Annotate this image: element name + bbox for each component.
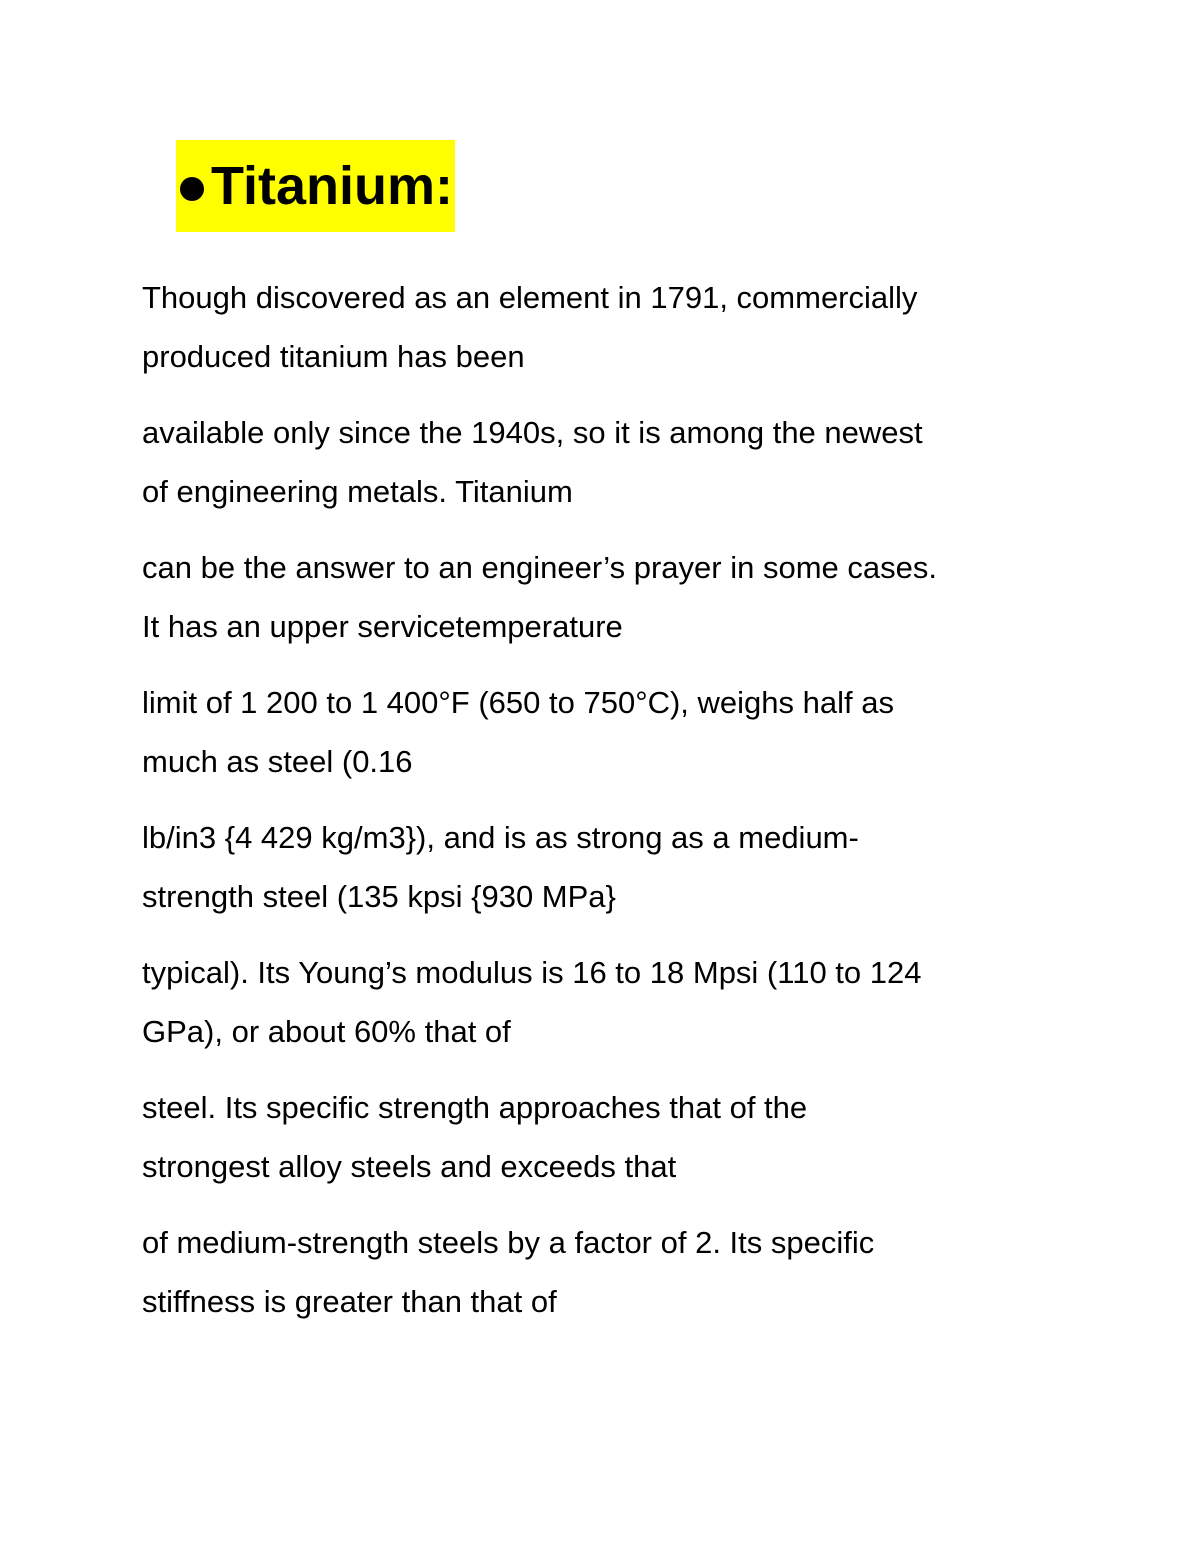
text-line: It has an upper servicetemperature xyxy=(142,609,623,644)
text-line: of medium-strength steels by a factor of 2. Its specific xyxy=(142,1225,875,1260)
paragraph xyxy=(142,943,1142,1061)
bullet-icon xyxy=(180,177,204,201)
paragraph xyxy=(142,1213,1142,1331)
text-line: GPa), or about 60% that of xyxy=(142,1014,511,1049)
text-line: strongest alloy steels and exceeds that xyxy=(142,1149,677,1184)
text-line: Though discovered as an element in 1791, commercially xyxy=(142,280,918,315)
text-line: stiffness is greater than that of xyxy=(142,1284,557,1319)
paragraph xyxy=(142,1078,1142,1196)
heading-text: Titanium: xyxy=(211,156,453,216)
paragraph xyxy=(142,268,1142,386)
paragraph xyxy=(142,538,1142,656)
text-line: lb/in3 {4 429 kg/m3}), and is as strong as a medium- xyxy=(142,820,859,855)
text-line: of engineering metals. Titanium xyxy=(142,474,573,509)
text-line: much as steel (0.16 xyxy=(142,744,413,779)
section-heading xyxy=(176,140,455,232)
paragraph xyxy=(142,808,1142,926)
text-line: steel. Its specific strength approaches that of the xyxy=(142,1090,808,1125)
text-line: can be the answer to an engineer’s prayer in some cases. xyxy=(142,550,937,585)
body-text xyxy=(142,268,1142,1348)
paragraph xyxy=(142,403,1142,521)
paragraph xyxy=(142,673,1142,791)
text-line: produced titanium has been xyxy=(142,339,525,374)
text-line: limit of 1 200 to 1 400°F (650 to 750°C), weighs half as xyxy=(142,685,894,720)
text-line: typical). Its Young’s modulus is 16 to 18 Mpsi (110 to 124 xyxy=(142,955,922,990)
text-line: available only since the 1940s, so it is among the newest xyxy=(142,415,923,450)
text-line: strength steel (135 kpsi {930 MPa} xyxy=(142,879,616,914)
